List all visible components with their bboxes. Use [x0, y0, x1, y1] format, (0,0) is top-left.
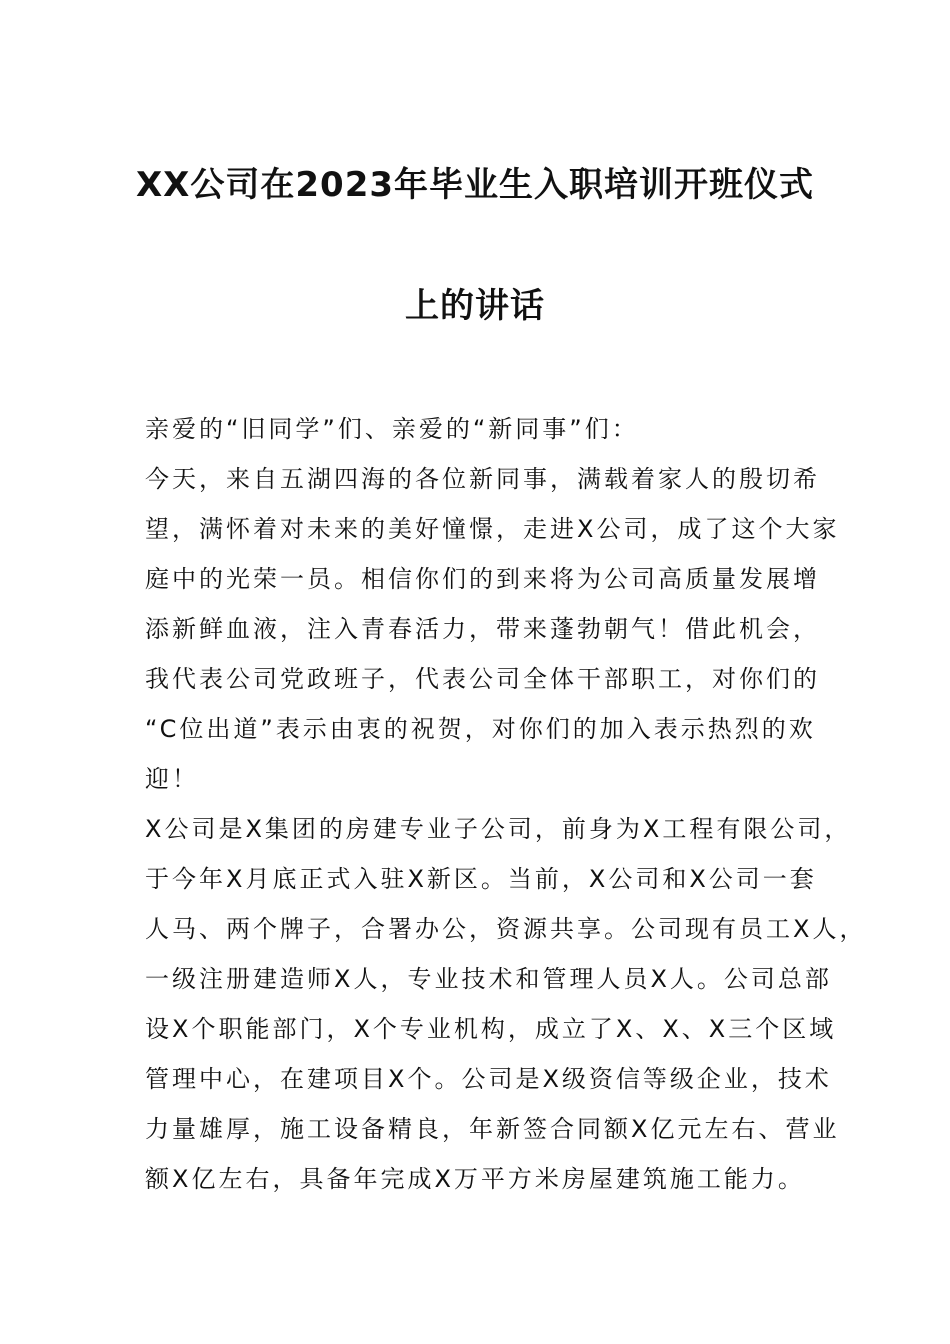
paragraph-1-line: 我代表公司党政班子，代表公司全体干部职工，对你们的	[145, 665, 820, 693]
paragraph-1-line: 迎！	[145, 765, 199, 793]
paragraph-1-line: 庭中的光荣一员。相信你们的到来将为公司高质量发展增	[145, 565, 820, 593]
document-title-line-2: 上的讲话	[405, 286, 545, 326]
paragraph-2-line: 额X亿左右，具备年完成X万平方米房屋建筑施工能力。	[145, 1165, 805, 1193]
paragraph-2-line: 力量雄厚，施工设备精良，年新签合同额X亿元左右、营业	[145, 1115, 840, 1143]
salutation: 亲爱的“旧同学”们、亲爱的“新同事”们：	[145, 415, 639, 443]
paragraph-2-line: 管理中心，在建项目X个。公司是X级资信等级企业，技术	[145, 1065, 832, 1093]
paragraph-1-line: 今天，来自五湖四海的各位新同事，满载着家人的殷切希	[145, 465, 820, 493]
paragraph-1-line: “C位出道”表示由衷的祝贺，对你们的加入表示热烈的欢	[145, 715, 816, 743]
paragraph-1-line: 望，满怀着对未来的美好憧憬，走进X公司，成了这个大家	[145, 515, 840, 543]
paragraph-2-line: 设X个职能部门，X个专业机构，成立了X、X、X三个区域	[145, 1015, 837, 1043]
document-title-line-1: XX公司在2023年毕业生入职培训开班仪式	[135, 165, 815, 205]
paragraph-2-line: X公司是X集团的房建专业子公司，前身为X工程有限公司，	[145, 815, 852, 843]
paragraph-1-line: 添新鲜血液，注入青春活力，带来蓬勃朝气！借此机会，	[145, 615, 820, 643]
paragraph-2-line: 一级注册建造师X人，专业技术和管理人员X人。公司总部	[145, 965, 832, 993]
paragraph-2-line: 人马、两个牌子，合署办公，资源共享。公司现有员工X人，	[145, 915, 867, 943]
document-body	[145, 404, 867, 1204]
paragraph-2-line: 于今年X月底正式入驻X新区。当前，X公司和X公司一套	[145, 865, 817, 893]
